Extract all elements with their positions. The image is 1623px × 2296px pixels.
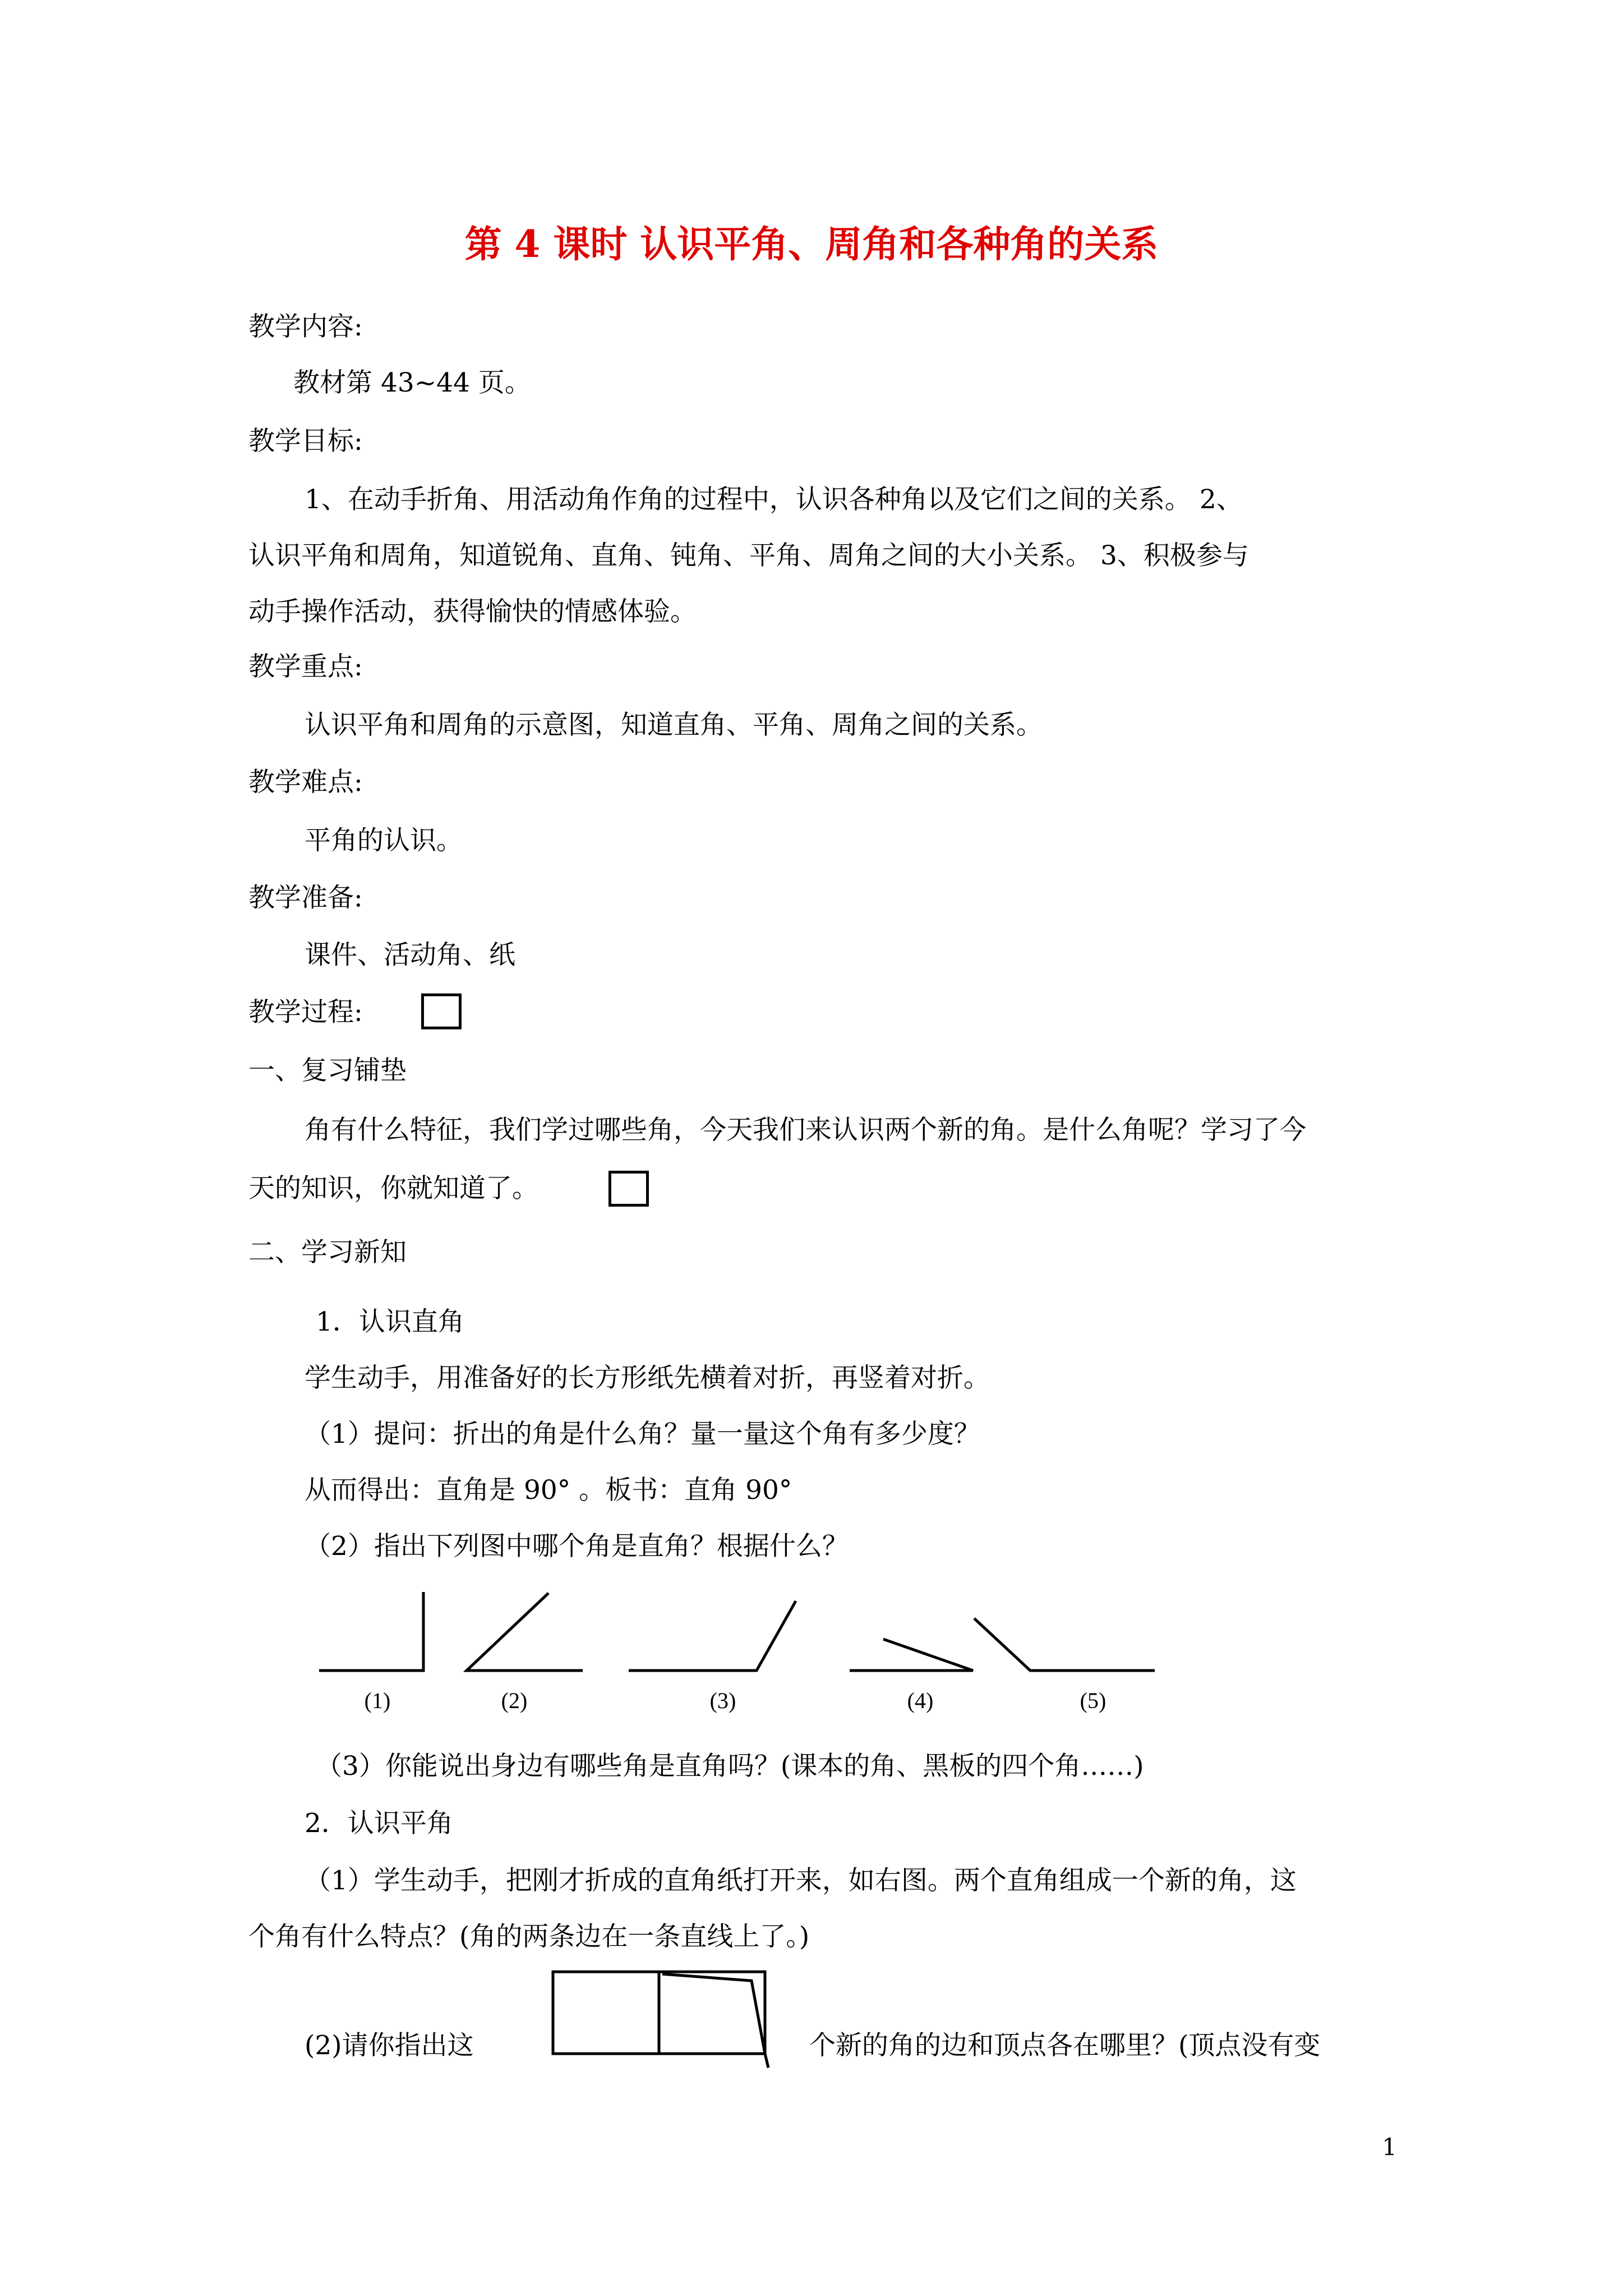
sub1-line-1: 学生动手，用准备好的长方形纸先横着对折，再竖着对折。 — [305, 1363, 990, 1393]
angle-4 — [850, 1639, 973, 1671]
sub1-question-3: （3）你能说出身边有哪些角是直角吗？(课本的角、黑板的四个角……) — [316, 1751, 1144, 1782]
part1-heading: 一、复习铺垫 — [248, 1055, 407, 1086]
angle-2 — [467, 1593, 583, 1671]
goals-line-3: 动手操作活动，获得愉快的情感体验。 — [248, 596, 697, 627]
sub2-question-1-line-1: （1）学生动手，把刚才折成的直角纸打开来，如右图。两个直角组成一个新的角，这 — [305, 1865, 1297, 1896]
sub1-question-2: （2）指出下列图中哪个角是直角？根据什么？ — [305, 1531, 849, 1562]
sub1-heading: 1．认识直角 — [316, 1306, 464, 1337]
sub2-question-1-line-2: 个角有什么特点？(角的两条边在一条直线上了。) — [248, 1921, 810, 1952]
content-label: 教学内容: — [248, 311, 363, 342]
prep-label: 教学准备: — [248, 882, 363, 913]
sub1-question-1: （1）提问：折出的角是什么角？量一量这个角有多少度？ — [305, 1419, 980, 1450]
figure-label-2: (2) — [501, 1688, 528, 1713]
content-text: 教材第 43~44 页。 — [293, 367, 531, 398]
part1-line-1: 角有什么特征，我们学过哪些角，今天我们来认识两个新的角。是什么角呢？学习了今 — [305, 1115, 1306, 1145]
part2-heading: 二、学习新知 — [248, 1237, 407, 1268]
sub2-question-2-start: (2)请你指出这 — [305, 2030, 474, 2061]
angle-5 — [974, 1618, 1155, 1671]
angle-3 — [629, 1601, 796, 1671]
folded-paper-diagram — [553, 1972, 768, 2068]
prep-text: 课件、活动角、纸 — [305, 940, 515, 970]
sub1-answer-1: 从而得出：直角是 90° 。板书：直角 90° — [305, 1475, 792, 1506]
figure-label-1: (1) — [364, 1688, 391, 1713]
difficulty-label: 教学难点: — [248, 767, 363, 798]
figure-label-4: (4) — [907, 1688, 934, 1713]
figure-label-5: (5) — [1080, 1688, 1106, 1713]
key-text: 认识平角和周角的示意图，知道直角、平角、周角之间的关系。 — [305, 710, 1043, 740]
process-label: 教学过程: — [248, 997, 363, 1028]
figure-label-3: (3) — [709, 1688, 736, 1713]
goals-line-1: 1、在动手折角、用活动角作角的过程中，认识各种角以及它们之间的关系。 2、 — [305, 484, 1243, 515]
difficulty-text: 平角的认识。 — [305, 825, 463, 856]
key-label: 教学重点: — [248, 651, 363, 682]
goals-label: 教学目标: — [248, 426, 363, 457]
part1-line-2: 天的知识，你就知道了。 — [248, 1173, 538, 1204]
angle-1 — [319, 1592, 423, 1671]
sub2-heading: 2．认识平角 — [305, 1808, 453, 1839]
sub2-question-2-end: 个新的角的边和顶点各在哪里？(顶点没有变 — [809, 2030, 1321, 2061]
goals-line-2: 认识平角和周角，知道锐角、直角、钝角、平角、周角之间的大小关系。 3、积极参与 — [248, 540, 1249, 571]
page-number: 1 — [1382, 2133, 1397, 2161]
lesson-title: 第 4 课时 认识平角、周角和各种角的关系 — [464, 222, 1159, 266]
